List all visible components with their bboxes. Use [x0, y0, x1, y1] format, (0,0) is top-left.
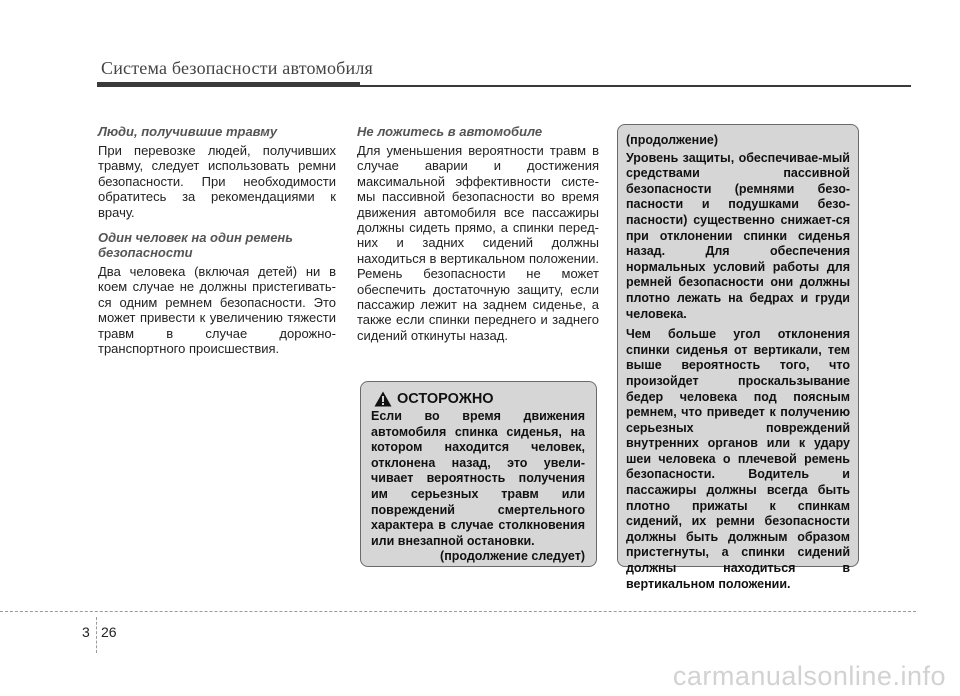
continuation-paragraph-2: Чем больше угол отклонения спинки сиденья от вертикали, тем выше вероятность того, что произойдет проскальзывание бедер человека под поясным ремнем, что приведет к получению серьезных повреждений внутренних органов или к удару шеи человека о плечевой ремень безопасности. Водитель и пассажиры должны всегда быть плотно прижаты к спинкам сидений, их ремни безопасности должны быть должным образом пристегнуты, а спинки сидений должны находиться в вертикальном положении.: [626, 327, 850, 591]
section-text-one-belt: Два человека (включая детей) ни в коем случае не должны пристегивать-ся одним ремнем безопасности. Это может привести к увеличению тяжести травм в случае дорожно-транспортного происшествия.: [98, 264, 336, 357]
footer-rule: [0, 611, 916, 612]
section-heading-one-belt: Один человек на один ремень безопасности: [98, 230, 293, 261]
warning-continued: (продолжение следует): [440, 549, 585, 564]
section-text-lying: Для уменьшения вероятности травм в случае аварии и достижения максимальной эффективности систе-мы пассивной безопасности во время движения автомобиля все пассажиры должны сидеть прямо, а спинки перед-них и задних сидений должны находиться в вертикальном положении. Ремень безопасности не может обеспечить достаточную защиту, если пассажир лежит на заднем сиденье, а также если спинки переднего и заднего сидений откинуты назад.: [357, 143, 599, 343]
page-chapter-number: 3: [82, 624, 90, 640]
continuation-paragraph-1: Уровень защиты, обеспечивае-мый средствами пассивной безопасности (ремнями безо-пасности и подушками безо-пасности) существенно снижает-ся при отклонении спинки сиденья назад. Для обеспечения нормальных условий работы для ремней безопасности они должны плотно лежать на бедрах и груди человека.: [626, 150, 850, 321]
page-header-title: Система безопасности автомобиля: [101, 58, 374, 78]
header-rule-thin: [360, 85, 911, 87]
warning-text: Если во время движения автомобиля спинка сиденья, на котором находится человек, отклонена назад, это увели-чивает вероятность получения им серьезных травм или повреждений смертельного характера в случае столкновения или внезапной остановки.: [371, 409, 585, 548]
continuation-heading: (продолжение): [626, 133, 719, 147]
warning-title-text: ОСТОРОЖНО: [397, 391, 494, 407]
section-heading-injured: Люди, получившие травму: [98, 124, 278, 139]
warning-triangle-icon: [374, 391, 392, 407]
warning-box: [360, 381, 597, 567]
page-number: 26: [101, 624, 117, 640]
watermark: carmanualsonline.info: [672, 661, 946, 691]
middle-column: [357, 124, 599, 353]
continuation-box: [617, 124, 859, 591]
header-rule-thick: [97, 82, 360, 87]
section-heading-lying: Не ложитесь в автомобиле: [357, 124, 543, 139]
section-text-injured: При перевозке людей, получивших травму, следует использовать ремни безопасности. При необходимости обратитесь за рекомендациями к врачу.: [98, 143, 336, 220]
left-column: [98, 124, 336, 366]
footer-divider: [96, 617, 97, 653]
warning-title: [371, 391, 585, 407]
